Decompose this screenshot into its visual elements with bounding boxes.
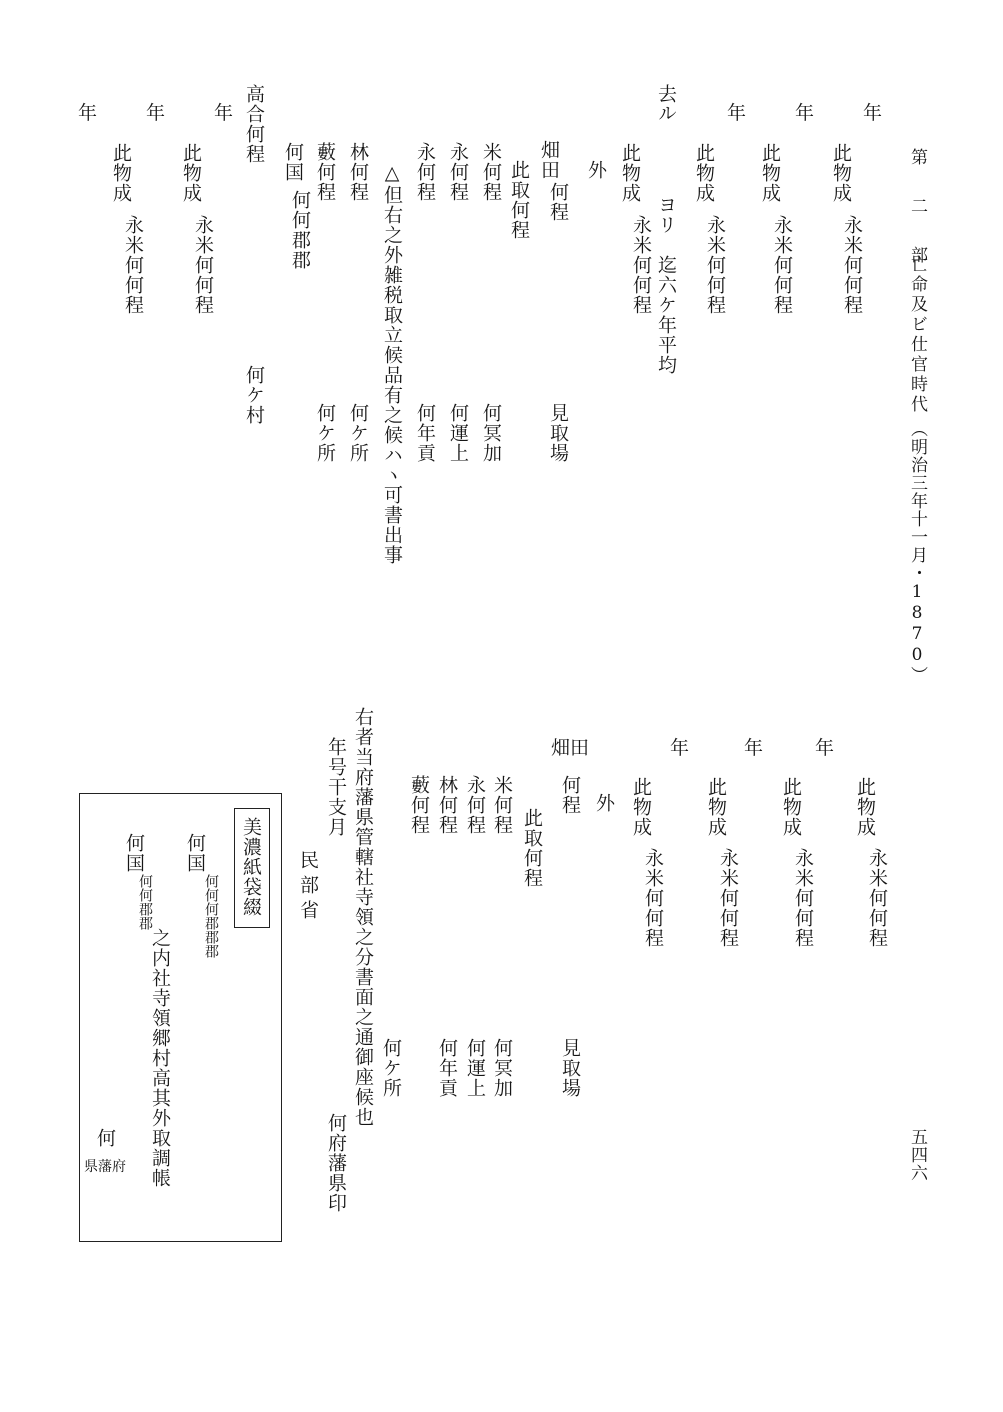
ministry-label: 民部省 xyxy=(297,850,319,925)
year-mark: 年 xyxy=(214,102,234,124)
yield-value: 永米何何程 xyxy=(630,215,652,315)
row-label: 永何程 xyxy=(447,142,469,202)
year-mark: 年 xyxy=(78,102,98,124)
seal-signatory: 何府藩県印 xyxy=(325,1113,347,1213)
yield-value: 永米何何程 xyxy=(642,848,664,948)
yield-label: 此物成 xyxy=(830,143,852,203)
row-value: 何運上 xyxy=(464,1038,486,1098)
yield-label: 此物成 xyxy=(110,143,132,203)
row-label: 藪何程 xyxy=(408,775,430,835)
yield-value: 永米何何程 xyxy=(792,848,814,948)
year-mark: 年 xyxy=(863,102,883,124)
issuer-sub-label: 県藩府 xyxy=(84,1159,126,1175)
yield-label: 此物成 xyxy=(693,143,715,203)
province-label: 何国 xyxy=(123,833,145,873)
field-amount: 何程 xyxy=(559,775,581,815)
yield-value: 永米何何程 xyxy=(771,215,793,315)
row-label: 永何程 xyxy=(414,142,436,202)
yield-label: 此物成 xyxy=(705,777,727,837)
yield-value: 永米何何程 xyxy=(192,215,214,315)
province-label: 何国 xyxy=(184,833,206,873)
date-heading: （明治三年十一月・1870） xyxy=(907,420,927,684)
yield-label: 此物成 xyxy=(630,777,652,837)
mitori-label: 見取場 xyxy=(559,1038,581,1098)
year-mark: 去ル xyxy=(655,84,677,122)
field-title: 畑田 xyxy=(551,737,590,759)
row-value: 何年貢 xyxy=(436,1038,458,1098)
yield-value: 永米何何程 xyxy=(704,215,726,315)
tori-label: 此取何程 xyxy=(521,808,543,888)
row-value: 何冥加 xyxy=(480,403,502,463)
row-value: 何ケ所 xyxy=(380,1038,402,1098)
ledger-title: 之内社寺領郷村高其外取調帳 xyxy=(149,928,171,1188)
bamboo-label: 藪何程 xyxy=(314,142,336,202)
issuer-label: 何 xyxy=(94,1128,116,1148)
yield-label: 此物成 xyxy=(759,143,781,203)
row-label: 永何程 xyxy=(464,775,486,835)
year-mark: 年 xyxy=(146,102,166,124)
yield-label: 此物成 xyxy=(619,143,641,203)
binding-label-box xyxy=(234,808,270,928)
chapter-heading: 亡命及ビ仕官時代 xyxy=(907,255,927,415)
row-label: 米何程 xyxy=(480,142,502,202)
six-year-average: ヨリ 迄六ケ年平均 xyxy=(655,195,677,375)
yield-label: 此物成 xyxy=(854,777,876,837)
outer-label: 外 xyxy=(585,160,607,180)
yield-value: 永米何何程 xyxy=(717,848,739,948)
year-mark: 年 xyxy=(795,102,815,124)
page-number: 五四六 xyxy=(907,1128,927,1182)
year-mark: 年 xyxy=(815,737,835,759)
binding-label: 美濃紙袋綴 xyxy=(240,817,262,917)
bamboo-value: 何ケ所 xyxy=(314,403,336,463)
district-label: 何何郡郡 xyxy=(289,190,311,270)
part-heading: 第 二 部 xyxy=(907,148,927,269)
yield-label: 此物成 xyxy=(780,777,802,837)
yield-value: 永米何何程 xyxy=(866,848,888,948)
tori-label: 此取何程 xyxy=(508,160,530,240)
village-count: 何ケ村 xyxy=(243,365,265,425)
yield-value: 永米何何程 xyxy=(122,215,144,315)
row-value: 何冥加 xyxy=(491,1038,513,1098)
miscellaneous-tax-note: △但右之外雑税取立候品有之候ハヽ可書出事 xyxy=(381,162,403,565)
field-title: 畑田 xyxy=(538,140,560,180)
forest-label: 林何程 xyxy=(347,142,369,202)
row-label: 林何程 xyxy=(436,775,458,835)
closing-statement: 右者当府藩県管轄社寺領之分書面之通御座候也 xyxy=(352,707,374,1127)
field-amount: 何程 xyxy=(547,182,569,222)
province-label: 何国 xyxy=(282,142,304,182)
district-label: 何何郡郡 xyxy=(137,874,153,930)
row-label: 米何程 xyxy=(491,775,513,835)
row-value: 何運上 xyxy=(447,403,469,463)
era-line: 年号干支月 xyxy=(325,737,347,837)
year-mark: 年 xyxy=(670,737,690,759)
row-value: 何年貢 xyxy=(414,403,436,463)
forest-value: 何ケ所 xyxy=(347,403,369,463)
yield-label: 此物成 xyxy=(180,143,202,203)
yield-value: 永米何何程 xyxy=(841,215,863,315)
district-label: 何何何郡郡郡 xyxy=(203,874,219,958)
outer-label: 外 xyxy=(593,793,615,813)
mitori-label: 見取場 xyxy=(547,403,569,463)
year-mark: 年 xyxy=(727,102,747,124)
year-mark: 年 xyxy=(744,737,764,759)
total-yield-label: 高合何程 xyxy=(243,84,265,164)
